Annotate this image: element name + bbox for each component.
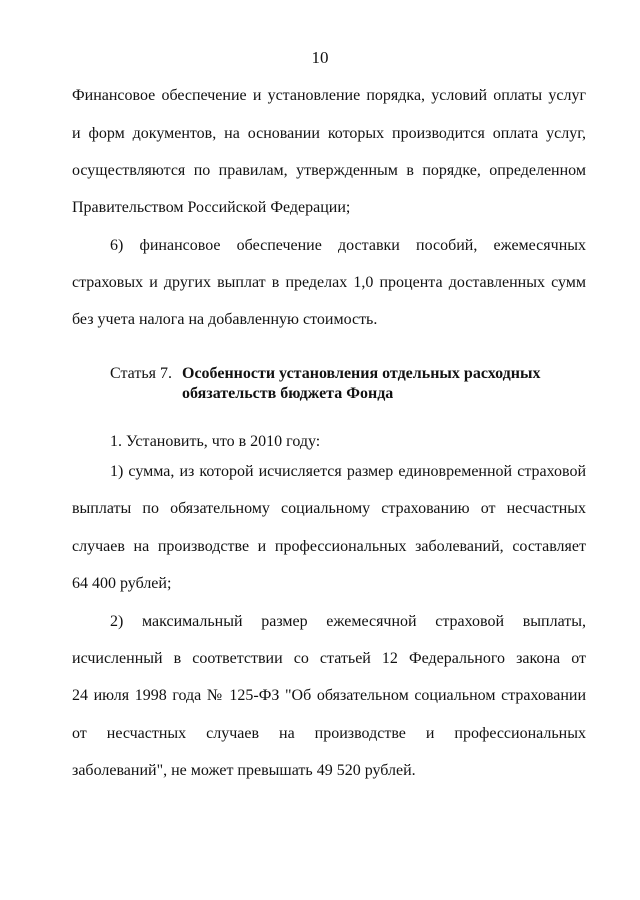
item-1-line: 64 400 рублей; bbox=[72, 575, 172, 592]
article-title-line: Особенности установления отдельных расходных bbox=[182, 365, 541, 382]
article-label: Статья 7. bbox=[110, 365, 172, 382]
item-1-line: 1) сумма, из которой исчисляется размер единовременной страховой bbox=[110, 463, 586, 480]
clause-1: 1. Установить, что в 2010 году: bbox=[110, 433, 321, 450]
paragraph-line: и форм документов, на основании которых производится оплата услуг, bbox=[72, 125, 586, 142]
paragraph-line: Финансовое обеспечение и установление порядка, условий оплаты услуг bbox=[72, 87, 586, 104]
item-2-line: 2) максимальный размер ежемесячной страховой выплаты, bbox=[110, 613, 586, 630]
item-1-line: выплаты по обязательному социальному страхованию от несчастных bbox=[72, 500, 586, 517]
item-6-line: 6) финансовое обеспечение доставки пособий, ежемесячных bbox=[110, 237, 586, 254]
item-1-line: случаев на производстве и профессиональных заболеваний, составляет bbox=[72, 538, 586, 555]
item-2-line: 24 июля 1998 года № 125-ФЗ "Об обязательном социальном страховании bbox=[72, 687, 586, 704]
paragraph-line: осуществляются по правилам, утвержденным в порядке, определенном bbox=[72, 162, 586, 179]
item-6-line: без учета налога на добавленную стоимость. bbox=[72, 311, 378, 328]
paragraph-line: Правительством Российской Федерации; bbox=[72, 199, 351, 216]
page-number: 10 bbox=[311, 48, 329, 67]
item-6-line: страховых и других выплат в пределах 1,0 процента доставленных сумм bbox=[72, 274, 586, 291]
item-2-line: от несчастных случаев на производстве и профессиональных bbox=[72, 725, 586, 742]
item-2-line: заболеваний", не может превышать 49 520 рублей. bbox=[72, 762, 416, 779]
item-2-line: исчисленный в соответствии со статьей 12 Федерального закона от bbox=[72, 650, 586, 667]
article-title-line: обязательств бюджета Фонда bbox=[182, 385, 394, 402]
